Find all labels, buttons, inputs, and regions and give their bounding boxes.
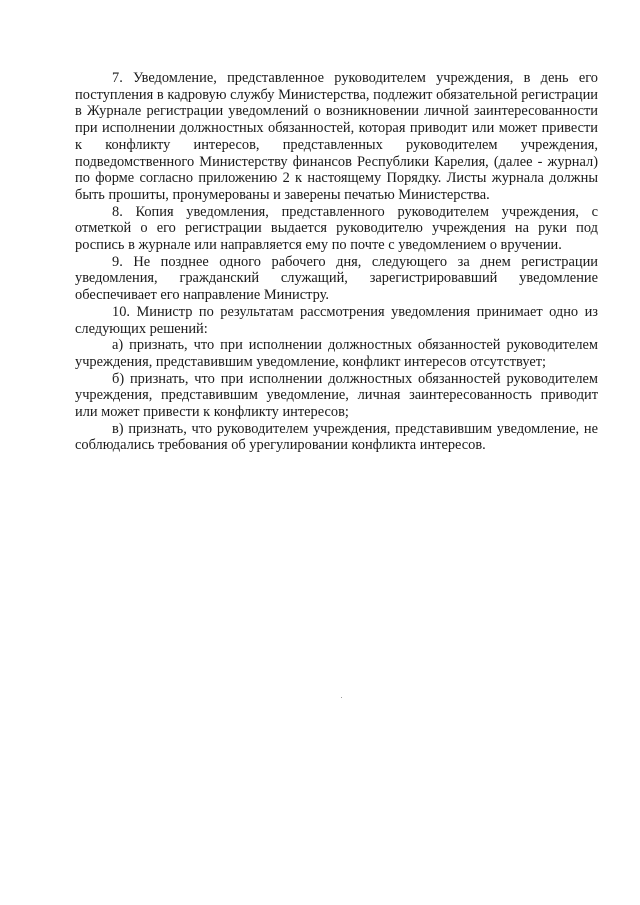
decision-item-a: а) признать, что при исполнении должностных обязанностей руководителем учреждения, представившим уведомление, конфликт интересов отсутствует; — [75, 337, 598, 370]
paragraph-7-notification-registration: 7. Уведомление, представленное руководителем учреждения, в день его поступления в кадровую службу Министерства, подлежит обязательной регистрации в Журнале регистрации уведомлений о возникновении личной заинтересованности при исполнении должностных обязанностей, которая приводит или может привести к конфликту интересов, представленных руководителем учреждения, подведомственного Министерству финансов Республики Карелия, (далее - журнал) по форме согласно приложению 2 к настоящему Порядку. Листы журнала должны быть прошиты, пронумерованы и заверены печатью Министерства. — [75, 70, 598, 203]
paragraph-8-notification-copy: 8. Копия уведомления, представленного руководителем учреждения, с отметкой о его регистрации выдается руководителю учреждения на руки под роспись в журнале или направляется ему по почте с уведомлением о вручении. — [75, 203, 598, 254]
document-body — [75, 70, 598, 454]
paragraph-9-forwarding-deadline: 9. Не позднее одного рабочего дня, следующего за днем регистрации уведомления, гражданский служащий, зарегистрировавший уведомление обеспечивает его направление Министру. — [75, 253, 598, 304]
decision-item-b: б) признать, что при исполнении должностных обязанностей руководителем учреждения, представившим уведомление, личная заинтересованность приводит или может привести к конфликту интересов; — [75, 370, 598, 421]
decision-item-c: в) признать, что руководителем учреждения, представившим уведомление, не соблюдались требования об урегулировании конфликта интересов. — [75, 420, 598, 454]
scan-speck — [341, 697, 342, 698]
paragraph-10-minister-decision: 10. Министр по результатам рассмотрения уведомления принимает одно из следующих решений: — [75, 303, 598, 337]
